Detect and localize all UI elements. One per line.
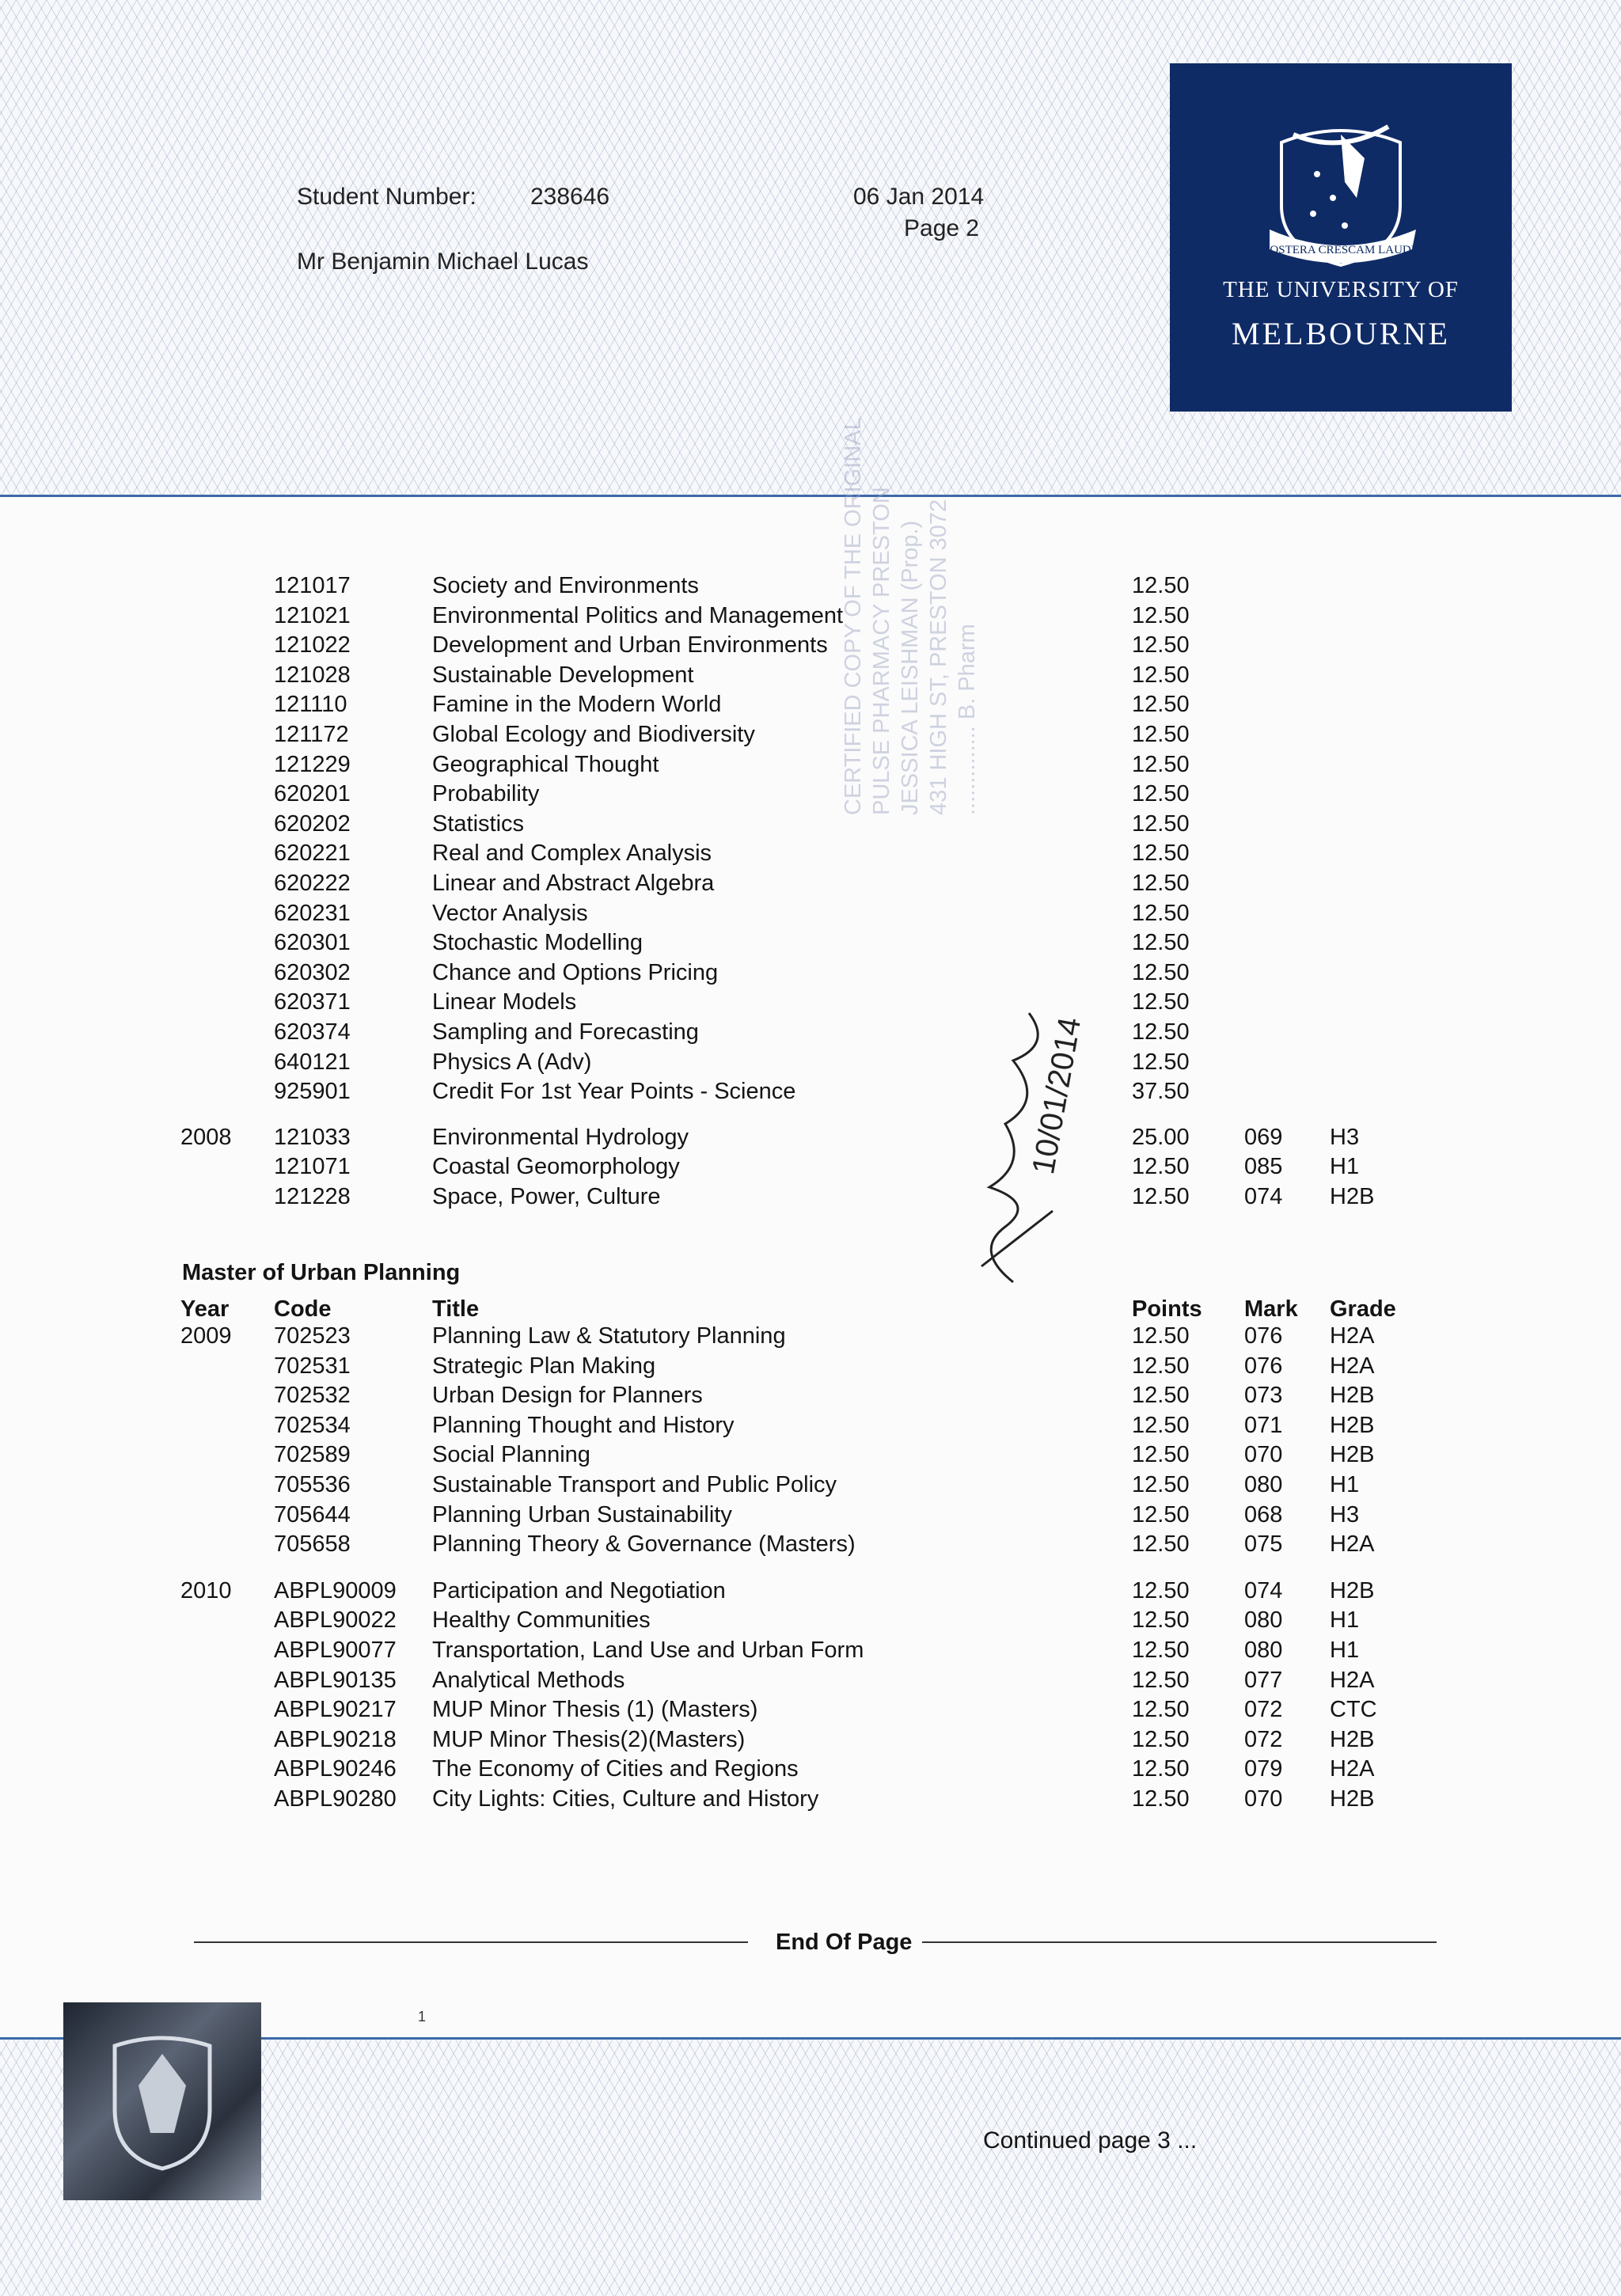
cell-points: 12.50 (1132, 1383, 1190, 1409)
cell-title: Credit For 1st Year Points - Science (432, 1079, 796, 1105)
cell-mark: 069 (1244, 1124, 1283, 1150)
cell-code: 121022 (274, 632, 351, 658)
table-row (0, 1152, 1621, 1182)
table-row (0, 719, 1621, 750)
cell-points: 12.50 (1132, 1697, 1190, 1723)
cell-points: 12.50 (1132, 1726, 1190, 1752)
signature (958, 966, 1100, 1298)
cell-title: Social Planning (432, 1442, 590, 1468)
cell-code: 705644 (274, 1501, 351, 1528)
cell-code: 121110 (274, 692, 347, 718)
cell-title: Society and Environments (432, 573, 699, 598)
cell-code: 620221 (274, 841, 351, 867)
cell-grade: H2B (1330, 1726, 1375, 1752)
cell-title: Linear Models (432, 989, 577, 1015)
col-mark: Mark (1244, 1296, 1298, 1322)
table-row (0, 660, 1621, 690)
table-row (0, 779, 1621, 809)
cell-points: 12.50 (1132, 662, 1190, 688)
cell-points: 12.50 (1132, 1756, 1190, 1782)
cell-year: 2008 (180, 1124, 232, 1150)
table-row (0, 1725, 1621, 1755)
cell-mark: 074 (1244, 1577, 1283, 1603)
col-year: Year (180, 1296, 230, 1322)
cell-points: 12.50 (1132, 810, 1190, 837)
cell-grade: H2B (1330, 1786, 1375, 1812)
table-row (0, 1122, 1621, 1152)
cell-title: Strategic Plan Making (432, 1353, 656, 1379)
cell-grade: H2A (1330, 1531, 1375, 1558)
cell-title: Space, Power, Culture (432, 1184, 661, 1209)
footer-mark: 1 (418, 2009, 427, 2025)
cell-code: 121228 (274, 1184, 351, 1209)
cell-code: 620371 (274, 989, 351, 1015)
cell-code: 121017 (274, 573, 351, 598)
cell-points: 12.50 (1132, 1154, 1190, 1180)
cell-points: 12.50 (1132, 989, 1190, 1015)
cell-points: 12.50 (1132, 751, 1190, 777)
cell-code: 620374 (274, 1019, 351, 1045)
cell-title: MUP Minor Thesis(2)(Masters) (432, 1726, 746, 1752)
cell-title: City Lights: Cities, Culture and History (432, 1786, 819, 1812)
table-row (0, 1440, 1621, 1470)
cell-title: Healthy Communities (432, 1607, 651, 1634)
cell-points: 12.50 (1132, 1353, 1190, 1379)
cell-points: 12.50 (1132, 692, 1190, 718)
cell-code: 620222 (274, 871, 351, 896)
cell-points: 12.50 (1132, 1049, 1190, 1075)
cell-mark: 068 (1244, 1501, 1283, 1528)
cell-code: ABPL90135 (274, 1667, 397, 1693)
cell-grade: H2B (1330, 1442, 1375, 1468)
cell-code: 925901 (274, 1079, 351, 1105)
cell-grade: H1 (1330, 1607, 1360, 1634)
cell-title: Sustainable Development (432, 662, 694, 688)
cell-points: 12.50 (1132, 1442, 1190, 1468)
cell-title: Planning Law & Statutory Planning (432, 1323, 786, 1349)
cell-title: Global Ecology and Biodiversity (432, 722, 755, 747)
cell-points: 12.50 (1132, 632, 1190, 658)
cell-points: 25.00 (1132, 1124, 1190, 1150)
table-row (0, 1047, 1621, 1077)
cell-mark: 074 (1244, 1184, 1283, 1209)
cell-grade: H2A (1330, 1667, 1375, 1693)
table-row (0, 1076, 1621, 1106)
page-number: Page 2 (904, 215, 980, 241)
cell-grade: H3 (1330, 1501, 1360, 1528)
col-grade: Grade (1330, 1296, 1396, 1322)
table-row (0, 1529, 1621, 1559)
table-row (0, 958, 1621, 988)
table-row (0, 1784, 1621, 1814)
cell-grade: H2B (1330, 1184, 1375, 1209)
cell-points: 12.50 (1132, 1323, 1190, 1349)
cell-title: Planning Thought and History (432, 1412, 735, 1438)
end-of-page-rule-left (194, 1941, 748, 1943)
table-row (0, 750, 1621, 780)
table-row (0, 1665, 1621, 1695)
cell-grade: H1 (1330, 1472, 1360, 1497)
cell-title: Transportation, Land Use and Urban Form (432, 1638, 864, 1663)
cell-mark: 071 (1244, 1412, 1283, 1438)
table-row (0, 868, 1621, 898)
cell-points: 12.50 (1132, 930, 1190, 956)
cell-title: Participation and Negotiation (432, 1577, 726, 1603)
table-row (0, 1321, 1621, 1351)
cell-points: 12.50 (1132, 959, 1190, 985)
cell-title: The Economy of Cities and Regions (432, 1756, 799, 1782)
table-row (0, 987, 1621, 1017)
cell-code: ABPL90077 (274, 1638, 397, 1663)
cell-points: 12.50 (1132, 1786, 1190, 1812)
cell-points: 12.50 (1132, 1607, 1190, 1634)
cell-code: 121071 (274, 1154, 351, 1180)
cell-code: 620301 (274, 930, 351, 956)
table-row (0, 689, 1621, 719)
cell-code: 121172 (274, 722, 349, 747)
cell-mark: 070 (1244, 1442, 1283, 1468)
student-name: Mr Benjamin Michael Lucas (297, 249, 589, 275)
cell-grade: H2B (1330, 1412, 1375, 1438)
hologram-seal (63, 2002, 261, 2200)
col-points: Points (1132, 1296, 1202, 1322)
cell-points: 12.50 (1132, 1501, 1190, 1528)
cell-mark: 080 (1244, 1607, 1283, 1634)
cell-mark: 080 (1244, 1638, 1283, 1663)
cell-title: Environmental Politics and Management (432, 602, 844, 628)
cell-code: 702531 (274, 1353, 351, 1379)
cell-title: Probability (432, 781, 540, 807)
cell-title: Vector Analysis (432, 900, 588, 926)
table-row (0, 838, 1621, 868)
table-header (0, 1294, 1621, 1324)
cell-title: Planning Urban Sustainability (432, 1501, 732, 1528)
cell-mark: 072 (1244, 1697, 1283, 1723)
cell-year: 2010 (180, 1577, 232, 1603)
cell-grade: H3 (1330, 1124, 1360, 1150)
cell-title: Geographical Thought (432, 751, 659, 777)
continued-notice: Continued page 3 ... (983, 2127, 1198, 2154)
table-row (0, 898, 1621, 928)
cell-code: 620201 (274, 781, 351, 807)
cell-points: 12.50 (1132, 1184, 1190, 1209)
end-of-page: End Of Page (776, 1930, 913, 1955)
cell-code: ABPL90280 (274, 1786, 397, 1812)
cell-mark: 085 (1244, 1154, 1283, 1180)
table-row (0, 1380, 1621, 1410)
cell-code: 702534 (274, 1412, 351, 1438)
table-row (0, 630, 1621, 660)
cell-code: 620202 (274, 810, 351, 837)
student-number-label: Student Number: (297, 184, 476, 210)
student-number: 238646 (530, 184, 610, 210)
transcript-date: 06 Jan 2014 (853, 184, 985, 210)
cell-title: Urban Design for Planners (432, 1383, 703, 1409)
cell-title: Physics A (Adv) (432, 1049, 592, 1075)
cell-points: 12.50 (1132, 1472, 1190, 1497)
cell-code: 121033 (274, 1124, 351, 1150)
cell-points: 12.50 (1132, 1638, 1190, 1663)
cell-points: 12.50 (1132, 602, 1190, 628)
cell-title: Famine in the Modern World (432, 692, 722, 718)
cell-code: 705536 (274, 1472, 351, 1497)
university-name-line1: THE UNIVERSITY OF (1223, 277, 1459, 302)
cell-mark: 073 (1244, 1383, 1283, 1409)
cell-points: 12.50 (1132, 1667, 1190, 1693)
cell-code: 121229 (274, 751, 351, 777)
cell-mark: 077 (1244, 1667, 1283, 1693)
cell-mark: 075 (1244, 1531, 1283, 1558)
cell-points: 12.50 (1132, 871, 1190, 896)
cell-points: 12.50 (1132, 722, 1190, 747)
table-row (0, 809, 1621, 839)
cell-title: Stochastic Modelling (432, 930, 643, 956)
col-code: Code (274, 1296, 332, 1322)
cell-code: ABPL90009 (274, 1577, 397, 1603)
pharmacist-qualification: .............. B. Pharm (955, 624, 980, 815)
table-row (0, 1754, 1621, 1784)
cell-mark: 079 (1244, 1756, 1283, 1782)
cell-code: ABPL90022 (274, 1607, 397, 1634)
cell-title: Analytical Methods (432, 1667, 625, 1693)
cell-grade: H2A (1330, 1323, 1375, 1349)
cell-title: Sampling and Forecasting (432, 1019, 699, 1045)
cell-title: Real and Complex Analysis (432, 841, 712, 867)
table-row (0, 1576, 1621, 1606)
course-heading: Master of Urban Planning (182, 1260, 461, 1285)
cell-grade: H2B (1330, 1577, 1375, 1603)
table-row (0, 601, 1621, 631)
stamp-date: 10/01/2014 (1026, 1015, 1088, 1177)
table-row (0, 928, 1621, 958)
table-row (0, 1605, 1621, 1635)
cell-title: Linear and Abstract Algebra (432, 871, 715, 896)
cell-points: 12.50 (1132, 1412, 1190, 1438)
cell-title: Sustainable Transport and Public Policy (432, 1472, 837, 1497)
cell-code: 702532 (274, 1383, 351, 1409)
university-logo (1170, 63, 1512, 412)
table-row (0, 1694, 1621, 1725)
table-row (0, 1470, 1621, 1500)
cell-grade: H1 (1330, 1638, 1360, 1663)
cell-points: 12.50 (1132, 1019, 1190, 1045)
table-row (0, 1500, 1621, 1530)
cell-code: 620231 (274, 900, 351, 926)
cell-mark: 070 (1244, 1786, 1283, 1812)
cell-points: 12.50 (1132, 573, 1190, 598)
cell-mark: 076 (1244, 1323, 1283, 1349)
cell-mark: 080 (1244, 1472, 1283, 1497)
cell-points: 37.50 (1132, 1079, 1190, 1105)
cell-title: Statistics (432, 810, 525, 837)
cell-grade: H2A (1330, 1756, 1375, 1782)
cell-code: 640121 (274, 1049, 351, 1075)
hologram-crest-icon (99, 2030, 226, 2173)
table-row (0, 1017, 1621, 1047)
table-row (0, 1410, 1621, 1440)
logo-motto: POSTERA CRESCAM LAUDE (1263, 244, 1418, 256)
table-row (0, 1635, 1621, 1665)
cell-year: 2009 (180, 1323, 232, 1349)
cell-code: ABPL90217 (274, 1697, 397, 1723)
certification-stamp: CERTIFIED COPY OF THE ORIGINAL PULSE PHARMACY PRESTON JESSICA LEISHMAN (Prop.) 431 HIGH ST, PRESTON 3072 .............. B. Pharm (841, 417, 980, 815)
cell-grade: H2A (1330, 1353, 1375, 1379)
cell-title: MUP Minor Thesis (1) (Masters) (432, 1697, 758, 1723)
table-row (0, 1182, 1621, 1212)
university-name-line2: MELBOURNE (1232, 316, 1450, 351)
cell-points: 12.50 (1132, 1531, 1190, 1558)
cell-code: 702589 (274, 1442, 351, 1468)
cell-code: 705658 (274, 1531, 351, 1558)
cell-title: Planning Theory & Governance (Masters) (432, 1531, 856, 1558)
table-row (0, 1351, 1621, 1381)
cell-code: ABPL90218 (274, 1726, 397, 1752)
cell-code: 702523 (274, 1323, 351, 1349)
cell-code: 620302 (274, 959, 351, 985)
cell-grade: H1 (1330, 1154, 1360, 1180)
cell-points: 12.50 (1132, 1577, 1190, 1603)
cell-points: 12.50 (1132, 841, 1190, 867)
cell-title: Development and Urban Environments (432, 632, 828, 658)
cell-points: 12.50 (1132, 900, 1190, 926)
cell-mark: 076 (1244, 1353, 1283, 1379)
table-row (0, 571, 1621, 601)
cell-grade: CTC (1330, 1697, 1377, 1723)
col-title: Title (432, 1296, 480, 1322)
crest-icon (1246, 111, 1436, 269)
end-of-page-rule-right (922, 1941, 1437, 1943)
cell-title: Environmental Hydrology (432, 1124, 689, 1150)
cell-points: 12.50 (1132, 781, 1190, 807)
cell-code: 121021 (274, 602, 351, 628)
cell-grade: H2B (1330, 1383, 1375, 1409)
cell-mark: 072 (1244, 1726, 1283, 1752)
cell-code: ABPL90246 (274, 1756, 397, 1782)
cell-code: 121028 (274, 662, 351, 688)
cell-title: Coastal Geomorphology (432, 1154, 680, 1180)
cell-title: Chance and Options Pricing (432, 959, 719, 985)
